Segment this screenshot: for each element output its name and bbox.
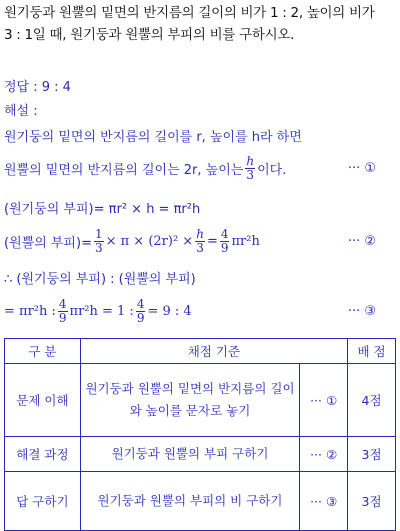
fraction-h-over-3 xyxy=(245,155,255,182)
explain-label: 해설 : xyxy=(4,104,38,119)
solution-line-5: ∴ (원기둥의 부피) : (원뿔의 부피) xyxy=(4,272,196,287)
fraction-four-ninths xyxy=(136,298,146,325)
scoring-table-header xyxy=(5,339,396,364)
table-row xyxy=(5,472,396,531)
line6-mid: πr²h = 1 : xyxy=(69,303,134,319)
answer-label: 정답 : 9 : 4 xyxy=(4,80,71,95)
step-mark-2: ··· ② xyxy=(347,233,376,249)
step-mark-3: ··· ③ xyxy=(347,303,376,319)
step-mark-1: ··· ① xyxy=(347,160,376,176)
scoring-table xyxy=(4,338,396,531)
row-category: 문제 이해 xyxy=(5,364,81,437)
row-category: 해결 과정 xyxy=(5,437,81,472)
fraction-numerator: 4 xyxy=(136,296,145,311)
fraction-denominator: 3 xyxy=(196,240,204,255)
solution-line-2 xyxy=(4,150,396,186)
fraction-denominator: 3 xyxy=(94,240,103,255)
fraction-four-ninths xyxy=(58,298,68,325)
line2-pre: 원뿔의 밑면의 반지름의 길이는 2r, 높이는 xyxy=(4,162,244,178)
line4-post: πr²h xyxy=(231,233,260,249)
line4-eq: = xyxy=(206,233,218,249)
row-score: 3점 xyxy=(348,472,396,531)
solution-line-1: 원기둥의 밑면의 반지름의 길이를 r, 높이를 h라 하면 xyxy=(4,130,302,145)
row-criteria: 원기둥과 원뿔의 부피 구하기 xyxy=(80,437,299,472)
line4-pre: (원뿔의 부피)= xyxy=(4,235,92,251)
fraction-numerator: 4 xyxy=(220,226,229,241)
header-category: 구 분 xyxy=(5,339,81,364)
row-mark: ··· ① xyxy=(300,364,348,437)
row-criteria: 원기둥과 원뿔의 밑면의 반지름의 길이와 높이를 문자로 놓기 xyxy=(80,364,299,437)
fraction-numerator: h xyxy=(196,226,204,241)
problem-line-2: 3 : 1일 때, 원기둥과 원뿔의 부피의 비를 구하시오. xyxy=(4,27,295,43)
row-score: 3점 xyxy=(348,437,396,472)
fraction-denominator: 9 xyxy=(58,310,67,325)
table-row xyxy=(5,437,396,472)
fraction-one-third xyxy=(94,228,104,255)
fraction-numerator: h xyxy=(246,153,255,168)
problem-line-1: 원기둥과 원뿔의 밑면의 반지름의 길이의 비가 1 : 2, 높이의 비가 xyxy=(4,5,375,21)
row-category: 답 구하기 xyxy=(5,472,81,531)
row-criteria: 원기둥과 원뿔의 부피의 비 구하기 xyxy=(80,472,299,531)
problem-text xyxy=(4,2,396,46)
solution-line-3: (원기둥의 부피)= πr² × h = πr²h xyxy=(4,202,201,217)
row-mark: ··· ③ xyxy=(300,472,348,531)
line6-post: = 9 : 4 xyxy=(147,303,192,319)
row-score: 4점 xyxy=(348,364,396,437)
line2-post: 이다. xyxy=(257,162,287,178)
row-mark: ··· ② xyxy=(300,437,348,472)
fraction-denominator: 9 xyxy=(136,310,145,325)
header-score: 배 점 xyxy=(348,339,396,364)
fraction-numerator: 4 xyxy=(58,296,67,311)
fraction-h-over-3 xyxy=(195,228,205,255)
fraction-four-ninths xyxy=(220,228,230,255)
fraction-denominator: 3 xyxy=(246,167,255,182)
fraction-denominator: 9 xyxy=(220,240,229,255)
line4-mid: × π × (2r)² × xyxy=(105,233,194,249)
line6-pre: = πr²h : xyxy=(4,303,56,319)
table-row xyxy=(5,364,396,437)
solution-line-4 xyxy=(4,222,396,260)
solution-line-6 xyxy=(4,292,396,330)
header-criteria: 채점 기준 xyxy=(80,339,347,364)
fraction-numerator: 1 xyxy=(94,226,103,241)
